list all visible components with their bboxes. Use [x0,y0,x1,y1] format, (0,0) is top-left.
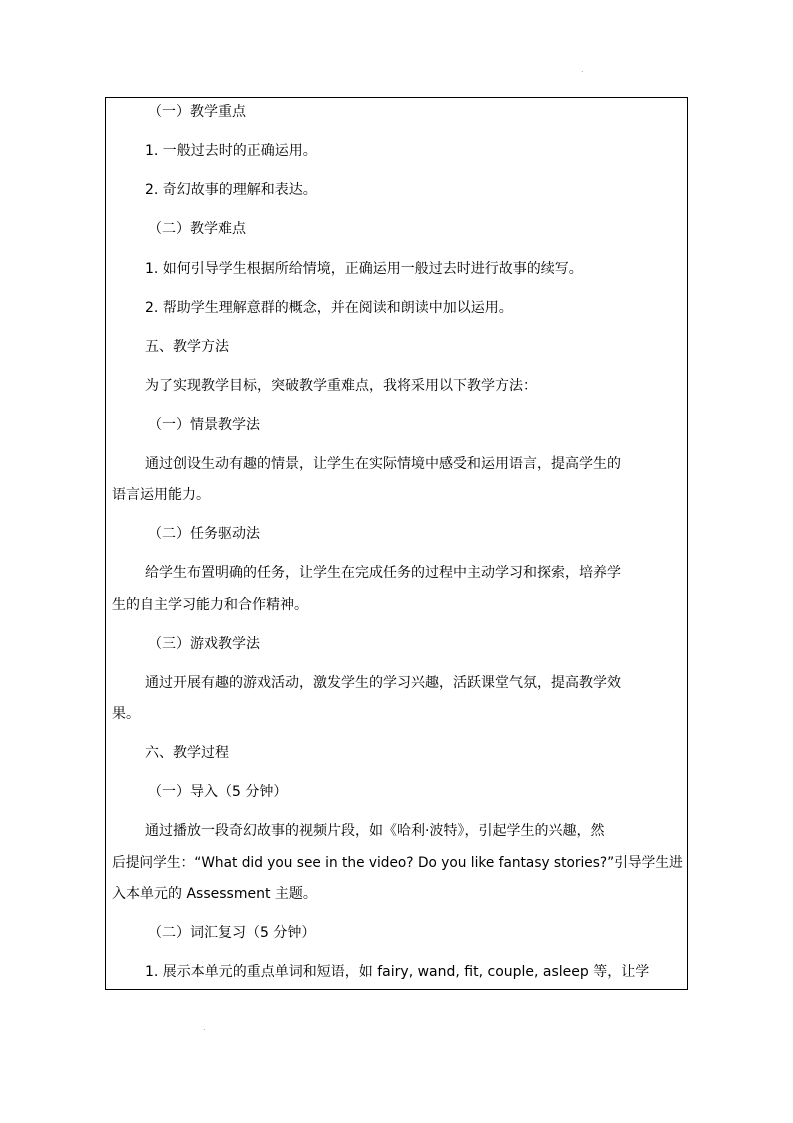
difficult-point-2: 2. 帮助学生理解意群的概念，并在阅读和朗读中加以运用。 [145,300,513,316]
key-point-1: 1. 一般过去时的正确运用。 [145,143,317,159]
step-1-text-line-3: 入本单元的 Assessment 主题。 [112,886,317,902]
top-corner-mark: . [581,65,584,74]
step-2-text-line-1: 1. 展示本单元的重点单词和短语，如 fairy, wand, fit, couple, asleep 等，让学 [145,964,650,980]
step-2-heading: （二）词汇复习（5 分钟） [148,925,316,941]
step-1-heading: （一）导入（5 分钟） [148,784,288,800]
method-2-heading: （二）任务驱动法 [148,526,260,542]
step-1-text-line-2: 后提问学生：“What did you see in the video? Do you like fantasy stories?”引导学生进 [112,855,683,871]
difficult-points-heading: （二）教学难点 [148,221,246,237]
bottom-corner-mark: . [203,1023,206,1032]
section-5-intro: 为了实现教学目标，突破教学重难点，我将采用以下教学方法： [145,378,537,394]
section-6-heading: 六、教学过程 [145,745,229,761]
key-point-2: 2. 奇幻故事的理解和表达。 [145,182,317,198]
step-1-text-line-1: 通过播放一段奇幻故事的视频片段，如《哈利·波特》，引起学生的兴趣，然 [145,823,605,839]
method-2-text-line-2: 生的自主学习能力和合作精神。 [112,597,308,613]
method-2-text-line-1: 给学生布置明确的任务，让学生在完成任务的过程中主动学习和探索，培养学 [145,565,621,581]
method-1-heading: （一）情景教学法 [148,417,260,433]
difficult-point-1: 1. 如何引导学生根据所给情境，正确运用一般过去时进行故事的续写。 [145,261,583,277]
method-3-text-line-2: 果。 [112,706,140,722]
method-3-heading: （三）游戏教学法 [148,636,260,652]
key-points-heading: （一）教学重点 [148,104,246,120]
method-1-text-line-1: 通过创设生动有趣的情景，让学生在实际情境中感受和运用语言，提高学生的 [145,456,621,472]
method-3-text-line-1: 通过开展有趣的游戏活动，激发学生的学习兴趣，活跃课堂气氛，提高教学效 [145,675,621,691]
section-5-heading: 五、教学方法 [145,339,229,355]
method-1-text-line-2: 语言运用能力。 [112,487,210,503]
